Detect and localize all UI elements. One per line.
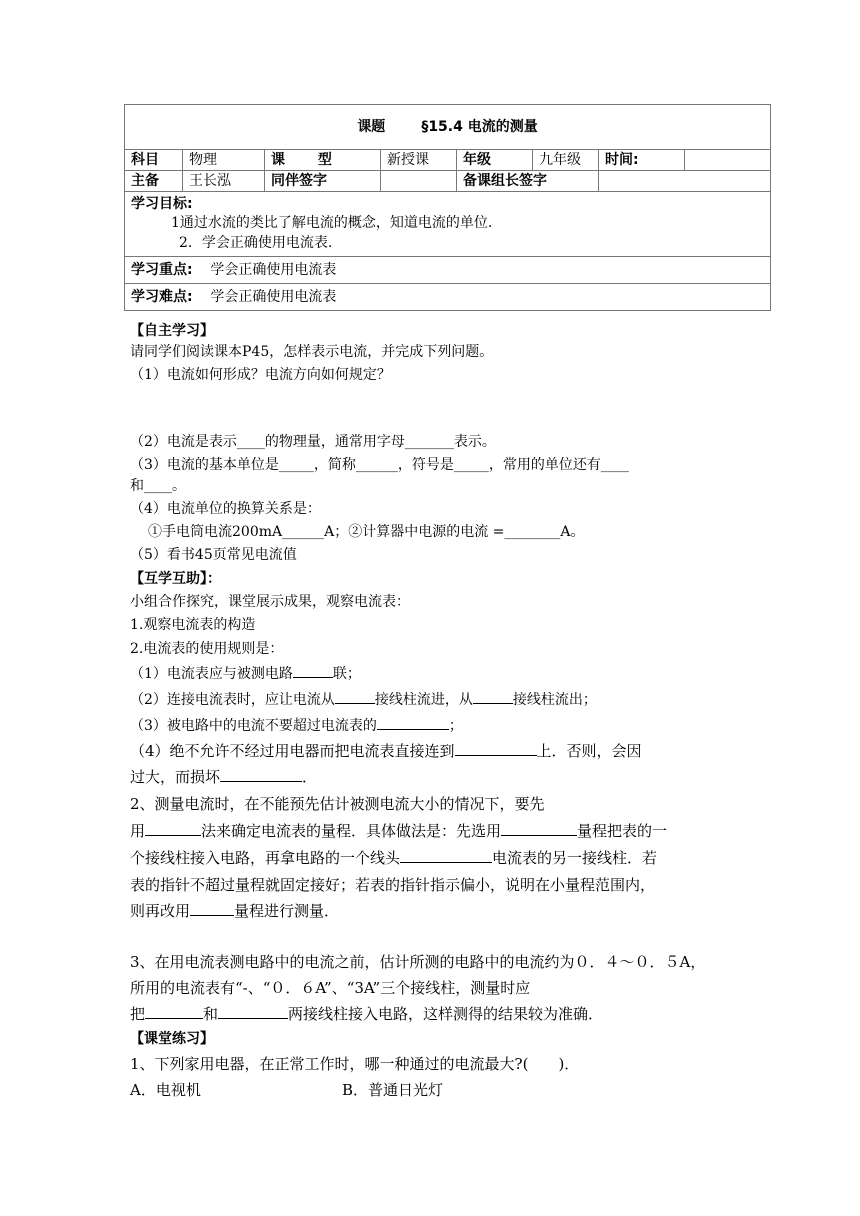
goals-label: 学习目标: [131,196,193,212]
rule-3 [130,716,463,735]
difficulty-label: 学习难点: [131,289,193,305]
time-label: 时间: [599,150,685,171]
rule-4-text: （4）绝不允许不经过用电器而把电流表直接连到 [130,742,455,760]
learning-difficulty [125,284,771,311]
learning-goals [125,192,771,257]
question-5: （5）看书45页常见电流值 [130,547,297,563]
question-3: （3）电流的基本单位是_____，简称______，符号是_____，常用的单位还有____ [130,457,629,473]
option-a: A．电视机 [130,1081,201,1099]
question-4: （4）电流单位的换算关系是： [130,501,321,517]
rule-2-text-mid: 接线柱流进，从 [374,692,473,708]
lesson-type-value: 新授课 [381,150,457,171]
subject-label: 科目 [125,150,183,171]
para-3-line-1: 3、在用电流表测电路中的电流之前，估计所测的电路中的电流约为０．４～０．５A， [130,953,706,971]
para-2-text: 法来确定电流表的量程．具体做法是：先选用 [201,822,502,840]
title-text: §15.4 电流的测量 [421,119,538,135]
para-2-line-5 [130,902,339,920]
lesson-header-table [124,104,771,311]
answer-blank [220,768,302,782]
rule-4-text-cont: 过大，而损坏 [130,768,221,786]
grade-value: 九年级 [533,150,599,171]
grade-label: 年级 [457,150,533,171]
mutual-heading: 【互学互助】： [130,571,221,587]
group-leader-sign-label: 备课组长签字 [457,171,599,192]
mutual-intro: 小组合作探究，课堂展示成果，观察电流表： [130,594,410,610]
focus-label: 学习重点: [131,262,193,278]
answer-blank [293,664,333,678]
para-2-text: 个接线柱接入电路，再拿电路的一个线头 [130,849,401,867]
group-leader-sign-value [599,171,771,192]
self-study-heading: 【自主学习】 [130,323,214,339]
para-2-line-1: 2、测量电流时，在不能预先估计被测电流大小的情况下，要先 [130,795,545,813]
rule-1 [130,664,361,683]
para-3-text: 和 [203,1005,219,1023]
peer-sign-label: 同伴签字 [265,171,381,192]
para-2-text: 量程进行测量． [234,902,340,920]
practice-question-1: 1、下列家用电器，在正常工作时，哪一种通过的电流最大?( )． [130,1055,580,1073]
answer-blank [377,716,449,730]
rule-4 [130,742,642,760]
rule-2-text: （2）连接电流表时，应让电流从 [130,692,335,708]
self-study-intro: 请同学们阅读课本P45，怎样表示电流，并完成下列问题。 [130,344,494,360]
para-3-text: 两接线柱接入电路，这样测得的结果较为准确． [288,1005,604,1023]
para-2-line-2 [130,822,667,840]
para-2-text: 量程把表的一 [577,822,668,840]
preparer-label: 主备 [125,171,183,192]
rule-3-text: （3）被电路中的电流不要超过电流表的 [130,718,377,734]
title-label: 课题 [357,119,386,135]
preparer-value: 王长泓 [183,171,265,192]
practice-heading: 【课堂练习】 [130,1031,214,1047]
lesson-type-label: 课 型 [265,150,381,171]
para-2-line-4: 表的指针不超过量程就固定接好；若表的指针指示偏小，说明在小量程范围内， [130,876,656,894]
answer-blank [473,690,513,704]
mutual-item-1: 1.观察电流表的构造 [130,617,256,633]
rule-4-text-end: ． [302,768,318,786]
time-value [685,150,771,171]
answer-blank [145,822,201,836]
para-2-text: 用 [130,822,146,840]
focus-value: 学会正确使用电流表 [210,262,337,278]
rule-2 [130,690,597,709]
goal-item: 1通过水流的类比了解电流的概念，知道电流的单位. [171,215,493,231]
answer-blank [400,849,492,863]
option-b: B．普通日光灯 [342,1081,444,1099]
para-2-text: 则再改用 [130,902,191,920]
question-1: （1）电流如何形成？电流方向如何规定？ [130,367,391,383]
rule-1-text: （1）电流表应与被测电路 [130,666,293,682]
answer-blank [455,742,537,756]
para-3-line-2: 所用的电流表有“-、“０．６A”、“3A”三个接线柱，测量时应 [130,979,531,997]
goal-item: 2．学会正确使用电流表. [179,235,333,251]
rule-4-text-mid: 上．否则，会因 [536,742,642,760]
rule-2-text-end: 接线柱流出； [512,692,597,708]
mutual-item-2: 2.电流表的使用规则是： [130,641,284,657]
answer-blank [145,1005,203,1019]
answer-blank [190,902,234,916]
para-3-line-3 [130,1005,603,1023]
question-2: （2）电流是表示____的物理量，通常用字母_______表示。 [130,434,496,450]
difficulty-value: 学会正确使用电流表 [210,289,337,305]
rule-1-text-end: 联； [332,666,361,682]
rule-4-cont [130,768,317,786]
subject-value: 物理 [183,150,265,171]
question-4-sub: ①手电筒电流200mA______A；②计算器中电源的电流 =________A。 [148,524,585,540]
rule-3-text-end: ； [448,718,463,734]
peer-sign-value [381,171,457,192]
answer-blank [335,690,375,704]
question-3-cont: 和____。 [130,478,186,494]
learning-focus [125,257,771,284]
para-2-line-3 [130,849,657,867]
para-3-text: 把 [130,1005,146,1023]
answer-blank [501,822,577,836]
lesson-title [125,105,771,150]
answer-blank [218,1005,288,1019]
para-2-text: 电流表的另一接线柱．若 [492,849,658,867]
